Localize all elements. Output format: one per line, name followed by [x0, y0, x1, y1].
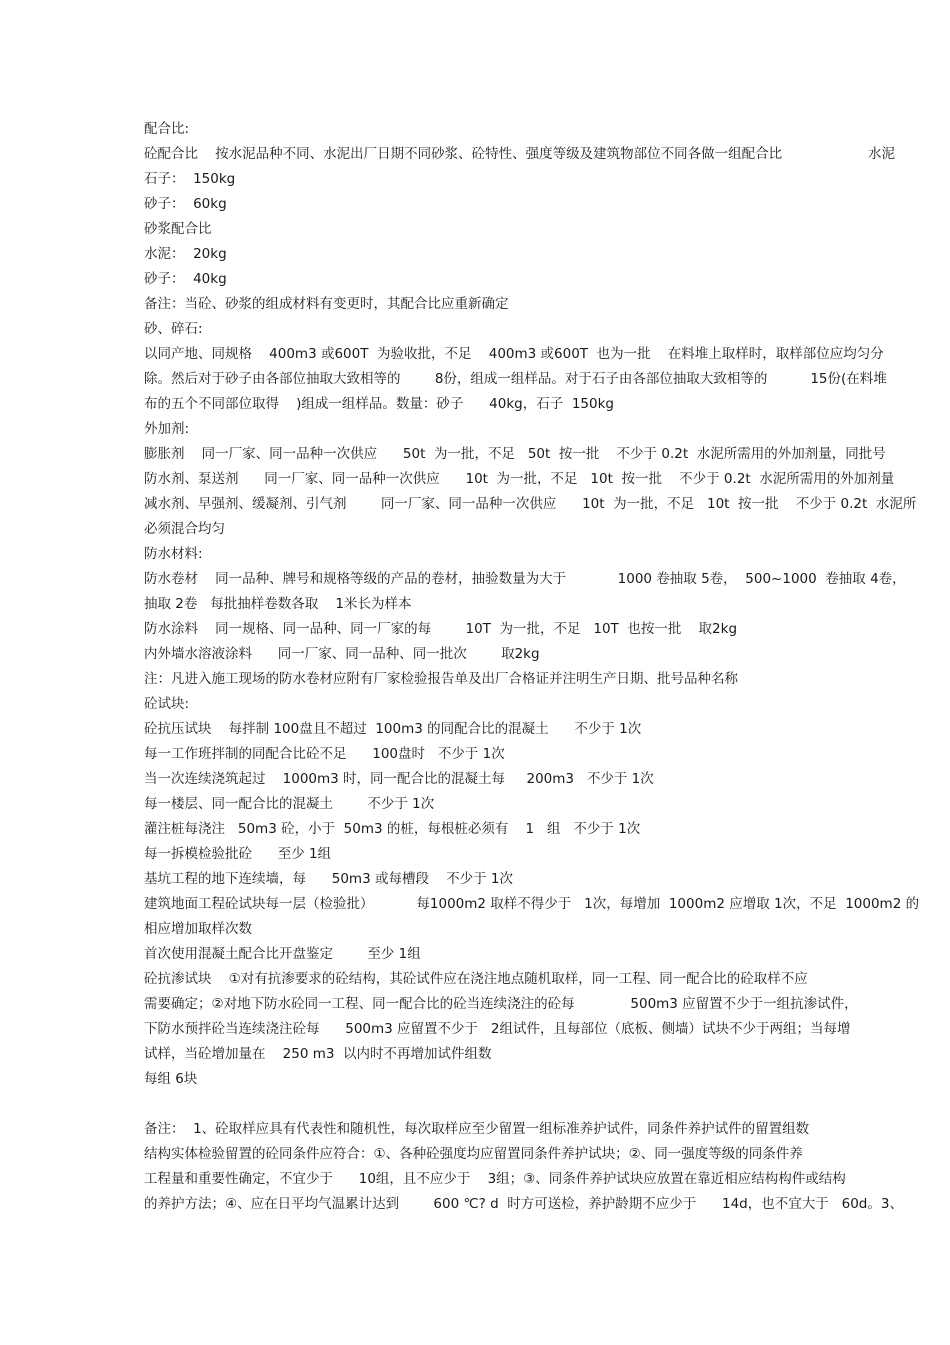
text-line: 砼抗压试块 每拌制 100盘且不超过 100m3 的同配合比的混凝土 不少于 1次 [144, 721, 642, 737]
text-line: 必须混合均匀 [144, 521, 225, 537]
text-line: 石子： 150kg [144, 171, 236, 187]
blank-line [144, 1092, 950, 1117]
text-line: 水泥： 20kg [144, 246, 227, 262]
text-line: 备注： 1、砼取样应具有代表性和随机性，每次取样应至少留置一组标准养护试件，同条件养护试件的留置组数 [144, 1121, 810, 1137]
text-line: 每一楼层、同一配合比的混凝土 不少于 1次 [144, 796, 435, 812]
document-body [144, 117, 950, 1217]
text-line: 膨胀剂 同一厂家、同一品种一次供应 50t 为一批，不足 50t 按一批 不少于 0.2t 水泥所需用的外加剂量，同批号 [144, 446, 886, 462]
text-line: 建筑地面工程砼试块每一层（检验批） 每1000m2 取样不得少于 1次，每增加 1000m2 应增取 1次，不足 1000m2 的 [144, 896, 920, 912]
text-line: 备注：当砼、砂浆的组成材料有变更时，其配合比应重新确定 [144, 296, 509, 312]
text-line: 减水剂、早强剂、缓凝剂、引气剂 同一厂家、同一品种一次供应 10t 为一批，不足 10t 按一批 不少于 0.2t 水泥所 [144, 496, 917, 512]
text-line: 砼抗渗试块 ①对有抗渗要求的砼结构，其砼试件应在浇注地点随机取样，同一工程、同一配合比的砼取样不应 [144, 971, 808, 987]
text-line: 每一工作班拌制的同配合比砼不足 100盘时 不少于 1次 [144, 746, 505, 762]
text-line: 相应增加取样次数 [144, 921, 252, 937]
text-line: 防水涂料 同一规格、同一品种、同一厂家的每 10T 为一批，不足 10T 也按一批 取2kg [144, 621, 738, 637]
text-line: 的养护方法；④、应在日平均气温累计达到 600 ℃? d 时方可送检，养护龄期不应少于 14d，也不宜大于 60d。3、 [144, 1196, 903, 1212]
text-line: 砂子： 40kg [144, 271, 227, 287]
text-line: 试样，当砼增加量在 250 m3 以内时不再增加试件组数 [144, 1046, 492, 1062]
text-line: 布的五个不同部位取得 )组成一组样品。数量：砂子 40kg，石子 150kg [144, 396, 614, 412]
text-line: 砂浆配合比 [144, 221, 212, 237]
text-line: 抽取 2卷 每批抽样卷数各取 1米长为样本 [144, 596, 412, 612]
text-line: 除。然后对于砂子由各部位抽取大致相等的 8份，组成一组样品。对于石子由各部位抽取大致相等的 15份(在料堆 [144, 371, 887, 387]
text-line: 砂、碎石: [144, 321, 203, 337]
text-line: 防水卷材 同一品种、牌号和规格等级的产品的卷材，抽验数量为大于 1000 卷抽取 5卷， 500~1000 卷抽取 4卷， [144, 571, 906, 587]
text-line: 防水材料: [144, 546, 203, 562]
text-line: 灌注桩每浇注 50m3 砼，小于 50m3 的桩，每根桩必须有 1 组 不少于 1次 [144, 821, 641, 837]
text-line: 每组 6块 [144, 1071, 198, 1087]
text-line: 防水剂、泵送剂 同一厂家、同一品种一次供应 10t 为一批，不足 10t 按一批 不少于 0.2t 水泥所需用的外加剂量 [144, 471, 895, 487]
text-line: 首次使用混凝土配合比开盘鉴定 至少 1组 [144, 946, 421, 962]
text-line: 砂子： 60kg [144, 196, 227, 212]
text-line: 基坑工程的地下连续墙，每 50m3 或每槽段 不少于 1次 [144, 871, 514, 887]
text-line: 下防水预拌砼当连续浇注砼每 500m3 应留置不少于 2组试件，且每部位（底板、侧墙）试块不少于两组；当每增 [144, 1021, 851, 1037]
text-line: 注：凡进入施工现场的防水卷材应附有厂家检验报告单及出厂合格证并注明生产日期、批号品种名称 [144, 671, 738, 687]
text-line: 以同产地、同规格 400m3 或600T 为验收批，不足 400m3 或600T 也为一批 在料堆上取样时，取样部位应均匀分 [144, 346, 884, 362]
text-line: 内外墙水溶液涂料 同一厂家、同一品种、同一批次 取2kg [144, 646, 540, 662]
text-line: 结构实体检验留置的砼同条件应符合：①、各种砼强度均应留置同条件养护试块；②、同一强度等级的同条件养 [144, 1146, 803, 1162]
text-line: 外加剂: [144, 421, 190, 437]
text-line: 需要确定；②对地下防水砼同一工程、同一配合比的砼当连续浇注的砼每 500m3 应留置不少于一组抗渗试件， [144, 996, 858, 1012]
text-line: 砼试块: [144, 696, 190, 712]
text-line: 砼配合比 按水泥品种不同、水泥出厂日期不同砂浆、砼特性、强度等级及建筑物部位不同各做一组配合比 水泥 [144, 146, 895, 162]
text-line: 每一拆模检验批砼 至少 1组 [144, 846, 332, 862]
text-line: 当一次连续浇筑起过 1000m3 时，同一配合比的混凝土每 200m3 不少于 1次 [144, 771, 654, 787]
text-line: 配合比: [144, 121, 190, 137]
text-line: 工程量和重要性确定，不宜少于 10组，且不应少于 3组；③、同条件养护试块应放置在靠近相应结构构件或结构 [144, 1171, 846, 1187]
